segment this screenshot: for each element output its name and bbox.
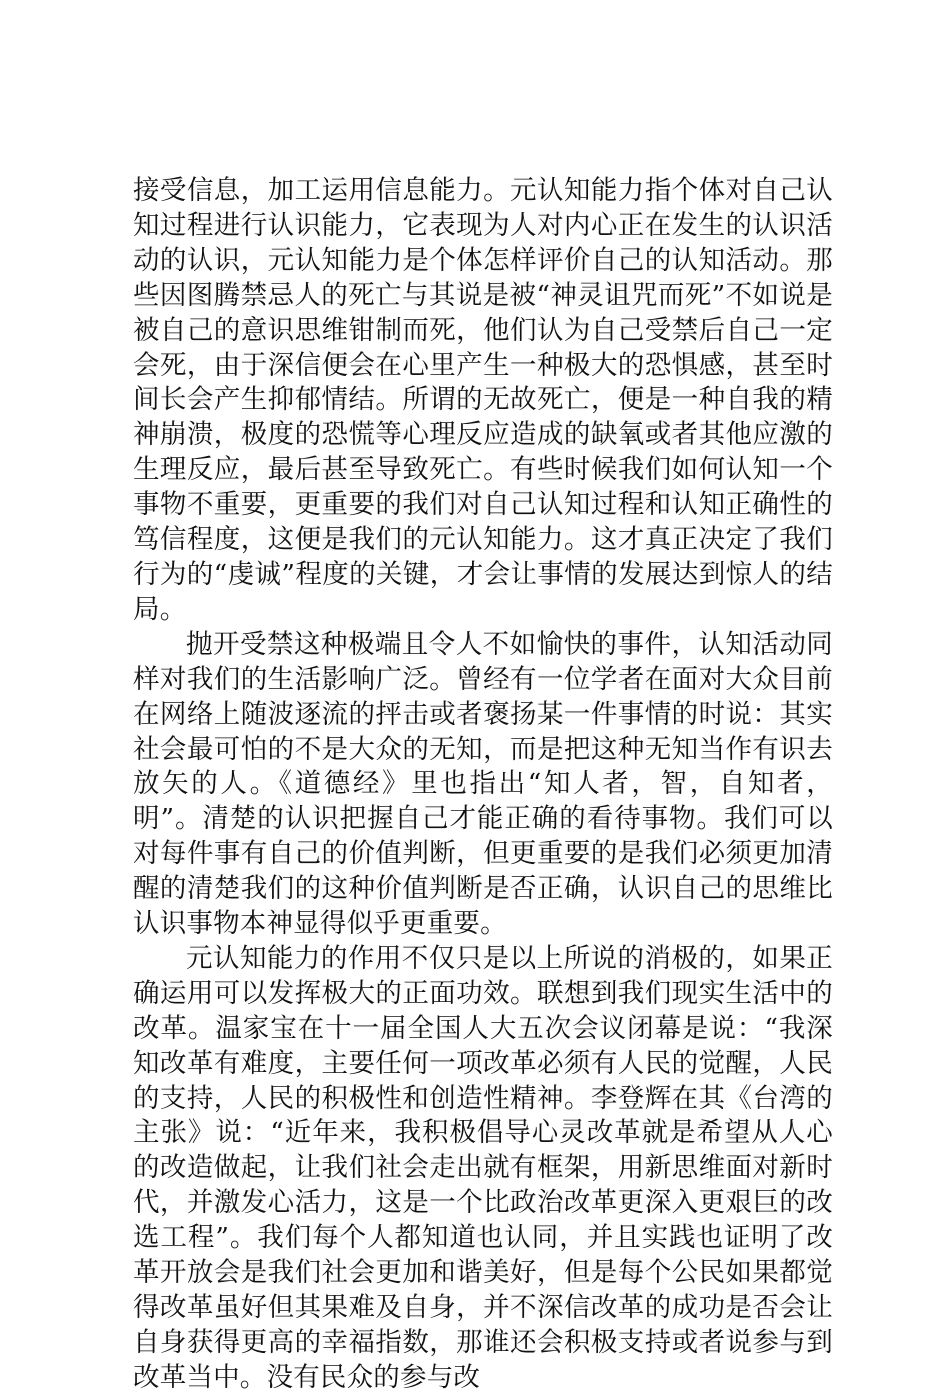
paragraph-2: 抛开受禁这种极端且令人不如愉快的事件，认知活动同样对我们的生活影响广泛。曾经有一位学者在面对大众目前在网络上随波逐流的抨击或者褒扬某一件事情的时说：其实社会最可怕的不是大众的无知，而是把这种无知当作有识去放矢的人。《道德经》里也指出“知人者，智，自知者，明”。清楚的认识把握自己才能正确的看待事物。我们可以对每件事有自己的价值判断，但更重要的是我们必须更加清醒的清楚我们的这种价值判断是否正确，认识自己的思维比认识事物本神显得似乎更重要。 xyxy=(133,628,833,940)
document-body xyxy=(133,174,833,1396)
paragraph-3: 元认知能力的作用不仅只是以上所说的消极的，如果正确运用可以发挥极大的正面功效。联想到我们现实生活中的改革。温家宝在十一届全国人大五次会议闭幕是说：“我深知改革有难度，主要任何一项改革必须有人民的觉醒，人民的支持，人民的积极性和创造性精神。李登辉在其《台湾的主张》说：“近年来，我积极倡导心灵改革就是希望从人心的改造做起，让我们社会走出就有框架，用新思维面对新时代，并激发心活力，这是一个比政治改革更深入更艰巨的改选工程”。我们每个人都知道也认同，并且实践也证明了改革开放会是我们社会更加和谐美好，但是每个公民如果都觉得改革虽好但其果难及自身，并不深信改革的成功是否会让自身获得更高的幸福指数，那谁还会积极支持或者说参与到改革当中。没有民众的参与改 xyxy=(133,942,833,1393)
paragraph-continued: 接受信息，加工运用信息能力。元认知能力指个体对自己认知过程进行认识能力，它表现为人对内心正在发生的认识活动的认识，元认知能力是个体怎样评价自己的认知活动。那些因图腾禁忌人的死亡与其说是被“神灵诅咒而死”不如说是被自己的意识思维钳制而死，他们认为自己受禁后自己一定会死，由于深信便会在心里产生一种极大的恐惧感，甚至时间长会产生抑郁情结。所谓的无故死亡，便是一种自我的精神崩溃，极度的恐慌等心理反应造成的缺氧或者其他应激的生理反应，最后甚至导致死亡。有些时候我们如何认知一个事物不重要，更重要的我们对自己认知过程和认知正确性的笃信程度，这便是我们的元认知能力。这才真正决定了我们行为的“虔诚”程度的关键，才会让事情的发展达到惊人的结局。 xyxy=(133,175,833,625)
